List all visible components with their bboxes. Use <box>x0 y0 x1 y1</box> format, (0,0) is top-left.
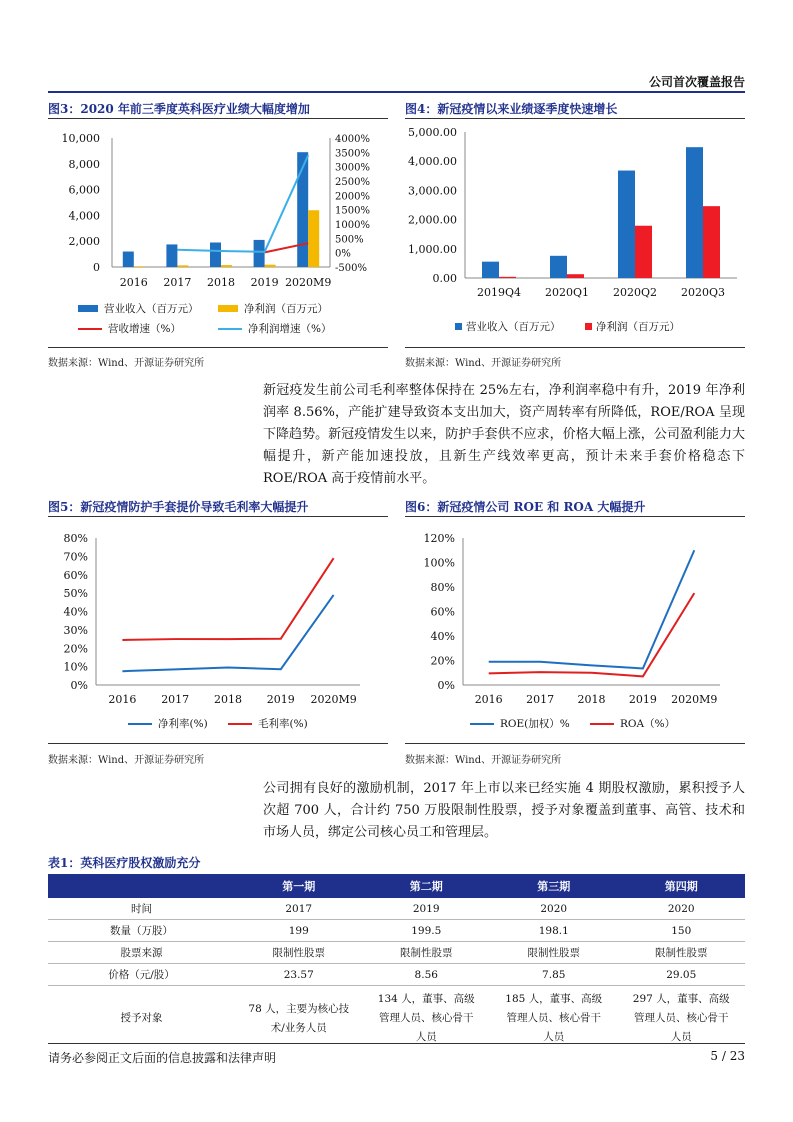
fig3-title-divider <box>48 118 388 119</box>
bar-net-profit <box>221 265 232 267</box>
bar-revenue <box>123 252 134 267</box>
table-cell: 8.56 <box>363 964 491 986</box>
x-tick-label: 2018 <box>214 693 242 706</box>
fig3-chart <box>48 122 393 344</box>
table-col-header: 第三期 <box>490 874 618 898</box>
x-tick-label: 2019Q4 <box>476 286 522 299</box>
fig3-source: 数据来源：Wind、开源证券研究所 <box>48 358 205 369</box>
table-col-header: 第一期 <box>235 874 363 898</box>
fig5-source-divider <box>48 743 388 744</box>
x-tick-label: 2019 <box>250 276 279 289</box>
table-header-row <box>48 874 745 898</box>
x-tick-label: 2018 <box>207 276 235 289</box>
legend-net-profit-label: 净利润（百万元） <box>596 321 680 333</box>
page-number: 5 / 23 <box>710 1049 745 1063</box>
y-tick-label: 120% <box>423 532 455 545</box>
fig6-title-divider <box>405 516 745 517</box>
bar-net-profit <box>308 210 319 267</box>
x-tick-label: 2020M9 <box>310 693 357 706</box>
y-tick-label-left: 8,000 <box>68 157 100 171</box>
bar-revenue <box>210 242 221 267</box>
bar-net-profit <box>635 226 652 278</box>
x-tick-label: 2020M9 <box>671 693 718 706</box>
y-tick-label: 100% <box>423 556 455 570</box>
line-profit-growth <box>177 155 308 252</box>
fig5-source: 数据来源：Wind、开源证券研究所 <box>48 755 205 766</box>
bar-net-profit <box>499 277 516 278</box>
x-tick-label: 2020Q3 <box>680 286 726 299</box>
y-tick-label-left: 0 <box>93 261 100 274</box>
equity-incentive-table <box>48 874 745 1051</box>
y-tick-label: 40% <box>63 605 88 619</box>
table-cell: 199 <box>235 920 363 942</box>
table-cell <box>235 986 363 1052</box>
y-tick-label-right: 3500% <box>335 148 370 160</box>
table-cell: 2020 <box>618 898 746 920</box>
legend-series-1-label: ROA（%） <box>620 718 676 730</box>
x-tick-label: 2017 <box>526 693 555 706</box>
bar-revenue <box>166 244 177 267</box>
y-tick-label: 0% <box>437 679 455 692</box>
y-tick-label: 3,000.00 <box>408 184 457 198</box>
x-tick-label: 2019 <box>266 693 295 706</box>
bar-revenue <box>618 171 635 278</box>
bar-revenue <box>482 262 499 278</box>
series-line-1 <box>489 593 695 676</box>
y-tick-label: 40% <box>430 630 455 643</box>
fig4-title-divider <box>405 118 745 119</box>
cell-text: 185 人，董事、高级管理人员、核心骨干人员 <box>505 993 603 1043</box>
legend-net-profit-swatch <box>218 305 238 312</box>
fig3-svg <box>48 122 393 344</box>
table-cell: 150 <box>618 920 746 942</box>
x-tick-label: 2019 <box>628 693 657 706</box>
x-tick-label: 2018 <box>577 693 606 706</box>
footer-divider <box>48 1043 745 1044</box>
y-tick-label: 60% <box>63 568 88 582</box>
table-cell <box>490 986 618 1052</box>
legend-revenue-swatch <box>455 323 462 330</box>
fig3-source-divider <box>48 347 388 348</box>
x-tick-label: 2017 <box>161 693 190 706</box>
y-tick-label-right: 1500% <box>335 205 370 217</box>
bar-revenue <box>254 240 265 267</box>
cell-text: 297 人，董事、高级管理人员、核心骨干人员 <box>632 993 730 1043</box>
fig5-title-divider <box>48 516 388 517</box>
table-row <box>48 920 745 942</box>
y-tick-label: 0% <box>70 679 88 692</box>
y-tick-label: 80% <box>430 581 455 594</box>
fig5-title: 图5：新冠疫情防护手套提价导致毛利率大幅提升 <box>48 500 309 514</box>
table-col-header: 第二期 <box>363 874 491 898</box>
x-tick-label: 2020Q2 <box>612 286 658 299</box>
legend-series-0-label: 净利率(%) <box>158 718 208 730</box>
fig4-svg <box>405 122 745 344</box>
series-line-0 <box>489 550 695 668</box>
fig5-chart <box>48 522 388 740</box>
y-tick-label: 80% <box>63 532 88 545</box>
table-cell <box>618 986 746 1052</box>
table-cell: 2020 <box>490 898 618 920</box>
x-tick-label: 2020Q1 <box>544 286 590 299</box>
fig6-source: 数据来源：Wind、开源证券研究所 <box>405 755 562 766</box>
y-tick-label: 60% <box>430 605 455 619</box>
table-corner-cell <box>48 874 235 898</box>
fig4-title: 图4：新冠疫情以来业绩逐季度快速增长 <box>405 102 618 116</box>
report-header-title: 公司首次覆盖报告 <box>648 75 745 89</box>
row-label: 授予对象 <box>120 1012 163 1024</box>
table-cell: 7.85 <box>490 964 618 986</box>
footer-disclaimer: 请务必参阅正文后面的信息披露和法律声明 <box>48 1051 277 1065</box>
y-tick-label-right: 1000% <box>335 220 370 231</box>
fig4-source-divider <box>405 347 745 348</box>
x-tick-label: 2016 <box>119 276 148 289</box>
bar-net-profit <box>703 206 720 278</box>
fig6-source-divider <box>405 743 745 744</box>
table-cell: 限制性股票 <box>618 942 746 964</box>
fig4-source: 数据来源：Wind、开源证券研究所 <box>405 358 562 369</box>
legend-revenue-swatch <box>78 305 98 312</box>
table1-title: 表1：英科医疗股权激励充分 <box>48 856 201 870</box>
bar-net-profit <box>265 265 276 267</box>
legend-revenue-label: 营业收入（百万元） <box>104 303 199 315</box>
x-tick-label: 2017 <box>163 276 192 289</box>
y-tick-label: 1,000.00 <box>408 242 457 256</box>
fig6-title: 图6：新冠疫情公司 ROE 和 ROA 大幅提升 <box>405 500 646 514</box>
y-tick-label-right: 500% <box>335 234 364 246</box>
y-tick-label: 10% <box>63 660 88 674</box>
bar-revenue <box>550 256 567 278</box>
y-tick-label-left: 4,000 <box>68 209 100 223</box>
y-tick-label: 0.00 <box>432 272 457 285</box>
y-tick-label: 50% <box>63 587 88 601</box>
y-tick-label-right: 0% <box>335 248 351 260</box>
table-row <box>48 986 745 1052</box>
bar-revenue <box>686 147 703 278</box>
header-divider <box>48 91 745 93</box>
y-tick-label: 2,000.00 <box>408 213 457 227</box>
table-col-header: 第四期 <box>618 874 746 898</box>
bar-net-profit <box>134 266 145 267</box>
y-tick-label-right: 4000% <box>335 134 370 145</box>
y-tick-label: 30% <box>63 623 88 637</box>
legend-series-1-label: 毛利率(%) <box>258 718 308 730</box>
legend-series-0-label: ROE(加权）% <box>500 718 570 730</box>
y-tick-label-left: 2,000 <box>68 235 100 249</box>
legend-revenue-growth-label: 营收增速（%） <box>108 323 181 335</box>
legend-revenue-label: 营业收入（百万元） <box>466 321 561 333</box>
y-tick-label: 20% <box>430 654 455 668</box>
y-tick-label: 70% <box>63 550 88 564</box>
paragraph-incentive: 公司拥有良好的激励机制，2017 年上市以来已经实施 4 期股权激励，累积授予人次超 700 人，合计约 750 万股限制性股票，授予对象覆盖到董事、高管、技术和市场人员，绑定公司核心员工和管理层。 <box>263 781 745 840</box>
x-tick-label: 2016 <box>108 693 137 706</box>
table-cell: 限制性股票 <box>363 942 491 964</box>
y-tick-label-right: 2500% <box>335 177 370 188</box>
table-row <box>48 898 745 920</box>
fig6-svg <box>405 522 745 740</box>
table-cell: 限制性股票 <box>490 942 618 964</box>
fig6-chart <box>405 522 745 740</box>
bar-net-profit <box>177 265 188 267</box>
table-cell: 198.1 <box>490 920 618 942</box>
table-cell: 限制性股票 <box>235 942 363 964</box>
x-tick-label: 2020M9 <box>285 276 332 289</box>
fig4-chart <box>405 122 745 344</box>
cell-text: 78 人，主要为核心技术/业务人员 <box>248 1002 350 1034</box>
y-tick-label: 4,000.00 <box>408 155 457 169</box>
table-cell <box>363 986 491 1052</box>
table-cell: 2017 <box>235 898 363 920</box>
bar-net-profit <box>567 274 584 278</box>
fig3-title: 图3：2020 年前三季度英科医疗业绩大幅度增加 <box>48 102 310 116</box>
table-cell: 2019 <box>363 898 491 920</box>
table-row <box>48 964 745 986</box>
table-cell: 199.5 <box>363 920 491 942</box>
y-tick-label-right: 3000% <box>335 162 370 174</box>
series-line-1 <box>122 558 333 640</box>
legend-profit-growth-label: 净利润增速（%） <box>248 323 332 335</box>
y-tick-label-left: 6,000 <box>68 183 100 197</box>
y-tick-label-right: -500% <box>335 263 367 274</box>
fig5-svg <box>48 522 388 740</box>
table-cell: 29.05 <box>618 964 746 986</box>
legend-net-profit-swatch <box>585 323 592 330</box>
legend-net-profit-label: 净利润（百万元） <box>244 303 328 315</box>
row-label: 时间 <box>48 898 235 920</box>
y-tick-label-right: 2000% <box>335 191 370 203</box>
paragraph-margin-analysis: 新冠疫发生前公司毛利率整体保持在 25%左右，净利润率稳中有升，2019 年净利润率 8.56%，产能扩建导致资本支出加大，资产周转率有所降低，ROE/ROA 呈现下降趋势。新冠疫情发生以来，防护手套供不应求，价格大幅上涨，公司盈利能力大幅提升，新产能加速投放，且新生产线效率更高，预计未来手套价格稳态下 ROE/ROA 高于疫情前水平。 <box>263 383 745 486</box>
y-tick-label-left: 10,000 <box>61 132 100 145</box>
x-tick-label: 2016 <box>474 693 503 706</box>
cell-text: 134 人，董事、高级管理人员、核心骨干人员 <box>377 993 475 1043</box>
row-label: 数量（万股） <box>48 920 235 942</box>
y-tick-label: 5,000.00 <box>408 126 457 139</box>
table-row <box>48 942 745 964</box>
row-label: 股票来源 <box>48 942 235 964</box>
table-cell: 23.57 <box>235 964 363 986</box>
row-label: 价格（元/股） <box>48 964 235 986</box>
y-tick-label: 20% <box>63 642 88 656</box>
